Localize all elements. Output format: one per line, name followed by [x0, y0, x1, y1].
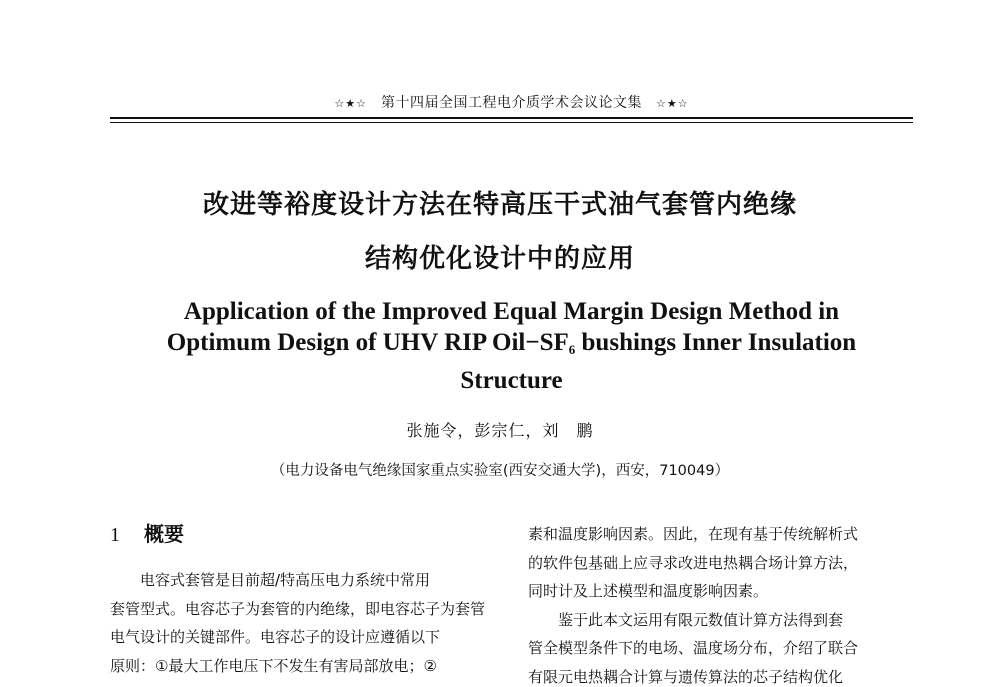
chinese-title-line-1: 改进等裕度设计方法在特高压干式油气套管内绝缘	[202, 190, 797, 220]
running-head	[110, 92, 913, 112]
body-line: 的软件包基础上应寻求改进电热耦合场计算方法，	[528, 553, 859, 572]
body-line: 同时计及上述模型和温度影响因素。	[528, 582, 769, 600]
body-line: 有限元电热耦合计算与遗传算法的芯子结构优化	[528, 667, 844, 686]
right-column	[528, 520, 913, 687]
section-number: 1	[110, 524, 120, 546]
decorative-stars-right: ☆★☆	[656, 97, 689, 110]
affiliation: （电力设备电气绝缘国家重点实验室(西安交通大学)，西安，710049）	[270, 463, 730, 479]
chinese-title-line-2: 结构优化设计中的应用	[364, 244, 635, 274]
english-title	[110, 296, 913, 396]
body-line: 鉴于此本文运用有限元数值计算方法得到套	[558, 610, 844, 629]
proceedings-title: 第十四届全国工程电介质学术会议论文集	[381, 95, 642, 111]
body-line: 电容式套管是目前超/特高压电力系统中常用	[140, 571, 431, 589]
body-line: 原则：①最大工作电压下不发生有害局部放电；②	[110, 656, 437, 675]
english-title-line-1: Application of the Improved Equal Margin Design Method in	[183, 298, 840, 325]
section-title: 概要	[144, 522, 184, 546]
body-line: 管全模型条件下的电场、温度场分布，介绍了联合	[528, 639, 859, 657]
english-title-line-2: Optimum Design of UHV RIP $Oil-SF_6$ bushings Inner Insulation	[166, 329, 857, 357]
body-line: 素和温度影响因素。因此，在现有基于传统解析式	[528, 525, 859, 543]
body-line: 套管型式。电容芯子为套管的内绝缘，即电容芯子为套管	[110, 599, 486, 618]
subscript-six: 6	[568, 342, 576, 357]
decorative-stars-left: ☆★☆	[334, 97, 367, 110]
english-title-line-3: Structure	[460, 367, 563, 394]
header-rule-thin	[110, 122, 913, 123]
body-line: 电气设计的关键部件。电容芯子的设计应遵循以下	[110, 628, 441, 646]
left-column	[110, 520, 494, 680]
header-rule-thick	[110, 117, 913, 119]
authors: 张施令，彭宗仁，刘 鹏	[406, 421, 594, 440]
section-heading	[110, 520, 494, 560]
